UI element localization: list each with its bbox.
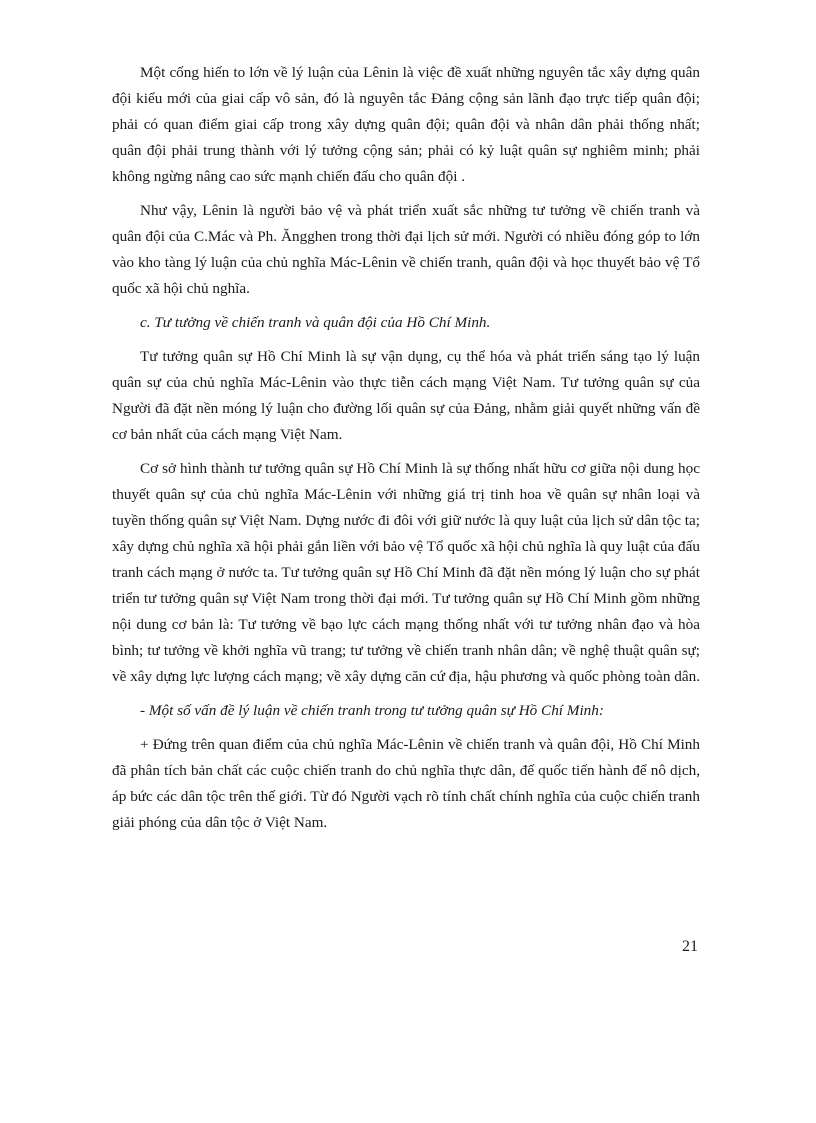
section-heading-ho-chi-minh: c. Tư tưởng về chiến tranh và quân đội của Hồ Chí Minh. — [140, 314, 491, 331]
paragraph-hcm-foundation: Cơ sở hình thành tư tưởng quân sự Hồ Chí Minh là sự thống nhất hữu cơ giữa nội dung học thuyết quân sự của chủ nghĩa Mác-Lênin với những giá trị tinh hoa về quân sự nhân loại và tuyền thống quân sự Việt Nam. Dựng nước đi đôi với giữ nước là quy luật của lịch sử dân tộc ta; xây dựng chủ nghĩa xã hội phải gắn liền với bảo vệ Tổ quốc xã hội chủ nghĩa là quy luật của đấu tranh cách mạng ở nước ta. Tư tưởng quân sự Hồ Chí Minh đã đặt nền móng lý luận cho sự phát triển tư tưởng quân sự Việt Nam trong thời đại mới. Tư tưởng quân sự Hồ Chí Minh gồm những nội dung cơ bản là: Tư tưởng về bạo lực cách mạng thống nhất với tư tưởng nhân đạo và hòa bình; tư tưởng về khởi nghĩa vũ trang; tư tưởng về chiến tranh nhân dân; về nghệ thuật quân sự; về xây dựng lực lượng cách mạng; về xây dựng căn cứ địa, hậu phương và quốc phòng toàn dân. — [112, 460, 700, 685]
paragraph-hcm-military-thought: Tư tưởng quân sự Hồ Chí Minh là sự vận dụng, cụ thể hóa và phát triển sáng tạo lý luận quân sự của chủ nghĩa Mác-Lênin vào thực tiễn cách mạng Việt Nam. Tư tưởng quân sự của Người đã đặt nền móng lý luận cho đường lối quân sự của Đảng, nhằm giải quyết những vấn đề cơ bản nhất của cách mạng Việt Nam. — [112, 348, 700, 443]
document-page — [112, 60, 700, 844]
paragraph-lenin-summary: Như vậy, Lênin là người bảo vệ và phát triển xuất sắc những tư tưởng về chiến tranh và quân đội của C.Mác và Ph. Ăngghen trong thời đại lịch sử mới. Người có nhiều đóng góp to lớn vào kho tàng lý luận của chủ nghĩa Mác-Lênin về chiến tranh, quân đội và học thuyết bảo vệ Tổ quốc xã hội chủ nghĩa. — [112, 202, 700, 297]
paragraph-war-nature: + Đứng trên quan điểm của chủ nghĩa Mác-Lênin về chiến tranh và quân đội, Hồ Chí Minh đã phân tích bản chất các cuộc chiến tranh do chủ nghĩa thực dân, đế quốc tiến hành để nô dịch, áp bức các dân tộc trên thế giới. Từ đó Người vạch rõ tính chất chính nghĩa của cuộc chiến tranh giải phóng của dân tộc ở Việt Nam. — [112, 736, 700, 831]
page-number: 21 — [682, 938, 698, 955]
paragraph-lenin-principles: Một cống hiến to lớn về lý luận của Lênin là việc đề xuất những nguyên tắc xây dựng quân đội kiểu mới của giai cấp vô sản, đó là nguyên tắc Đảng cộng sản lãnh đạo trực tiếp quân đội; phải có quan điểm giai cấp trong xây dựng quân đội; quân đội và nhân dân phải thống nhất; quân đội phải trung thành với lý tưởng cộng sản; phải có kỷ luật quân sự nghiêm minh; phải không ngừng nâng cao sức mạnh chiến đấu cho quân đội . — [112, 64, 700, 185]
subheading-war-theory: - Một số vấn đề lý luận về chiến tranh trong tư tưởng quân sự Hồ Chí Minh: — [140, 702, 604, 719]
